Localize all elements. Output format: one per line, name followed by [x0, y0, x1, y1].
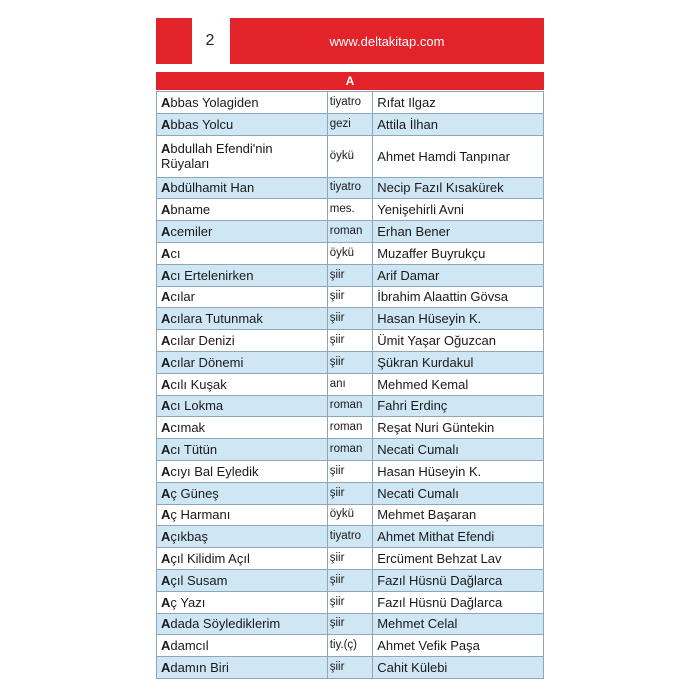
book-genre: öykü — [327, 242, 372, 264]
table-row — [157, 569, 544, 591]
title-initial: A — [161, 245, 171, 261]
title-rest: çıkbaş — [170, 529, 208, 545]
book-genre: mes. — [327, 199, 372, 221]
book-title — [157, 548, 328, 570]
title-rest: ç Yazı — [170, 594, 206, 610]
table-row — [157, 417, 544, 439]
title-initial: A — [161, 311, 171, 327]
table-row — [157, 591, 544, 613]
title-initial: A — [161, 398, 171, 414]
book-author: Hasan Hüseyin K. — [373, 308, 544, 330]
book-title — [157, 635, 328, 657]
book-title — [157, 135, 328, 177]
book-genre: tiyatro — [327, 526, 372, 548]
title-initial: A — [161, 594, 171, 610]
title-initial: A — [161, 485, 171, 501]
book-author: Fazıl Hüsnü Dağlarca — [373, 591, 544, 613]
title-rest: cı — [170, 245, 181, 261]
book-author: Ercüment Behzat Lav — [373, 548, 544, 570]
table-row — [157, 351, 544, 373]
book-author: Cahit Külebi — [373, 657, 544, 679]
book-title — [157, 242, 328, 264]
book-title — [157, 657, 328, 679]
book-title — [157, 177, 328, 199]
book-author: Fahri Erdinç — [373, 395, 544, 417]
title-initial: A — [161, 141, 171, 157]
table-row — [157, 264, 544, 286]
book-title — [157, 308, 328, 330]
book-title — [157, 92, 328, 114]
title-initial: A — [161, 616, 171, 632]
book-title — [157, 460, 328, 482]
title-initial: A — [161, 202, 171, 218]
book-author: Arif Damar — [373, 264, 544, 286]
book-title — [157, 569, 328, 591]
table-row — [157, 548, 544, 570]
book-author: Mehmet Başaran — [373, 504, 544, 526]
book-genre: şiir — [327, 657, 372, 679]
table-row — [157, 482, 544, 504]
title-rest: cıyı Bal Eyledik — [170, 463, 259, 479]
title-rest: cılar Dönemi — [170, 354, 244, 370]
book-table — [156, 91, 544, 679]
table-row — [157, 373, 544, 395]
section-letter: A — [156, 72, 544, 90]
table-row — [157, 135, 544, 177]
page-header — [156, 18, 544, 64]
book-author: Muzaffer Buyrukçu — [373, 242, 544, 264]
title-rest: dada Söylediklerim — [170, 616, 281, 632]
book-genre: roman — [327, 439, 372, 461]
title-initial: A — [161, 354, 171, 370]
title-rest: cılar — [170, 289, 195, 305]
book-genre: şiir — [327, 569, 372, 591]
table-row — [157, 286, 544, 308]
page-number: 2 — [192, 18, 228, 64]
title-rest: ç Harmanı — [170, 507, 231, 523]
book-title — [157, 373, 328, 395]
title-rest: cı Ertelenirken — [170, 267, 254, 283]
title-initial: A — [161, 116, 171, 132]
book-title — [157, 395, 328, 417]
title-initial: A — [161, 224, 171, 240]
book-title — [157, 439, 328, 461]
book-author: Attila İlhan — [373, 113, 544, 135]
table-row — [157, 395, 544, 417]
book-title — [157, 113, 328, 135]
title-rest: ç Güneş — [170, 485, 219, 501]
title-rest: cı Tütün — [170, 442, 218, 458]
book-author: Hasan Hüseyin K. — [373, 460, 544, 482]
book-title — [157, 199, 328, 221]
table-row — [157, 199, 544, 221]
title-initial: A — [161, 267, 171, 283]
book-author: Ahmet Mithat Efendi — [373, 526, 544, 548]
title-initial: A — [161, 420, 171, 436]
book-genre: roman — [327, 221, 372, 243]
table-row — [157, 242, 544, 264]
title-initial: A — [161, 94, 171, 110]
title-initial: A — [161, 333, 171, 349]
book-genre: tiyatro — [327, 92, 372, 114]
title-initial: A — [161, 442, 171, 458]
title-rest: çıl Susam — [170, 572, 228, 588]
title-rest: bbas Yolcu — [170, 116, 234, 132]
book-title — [157, 330, 328, 352]
book-author: Necip Fazıl Kısakürek — [373, 177, 544, 199]
book-author: Ahmet Hamdi Tanpınar — [373, 135, 544, 177]
book-genre: şiir — [327, 264, 372, 286]
title-initial: A — [161, 289, 171, 305]
table-row — [157, 177, 544, 199]
table-row — [157, 504, 544, 526]
book-genre: şiir — [327, 330, 372, 352]
book-author: Ahmet Vefik Paşa — [373, 635, 544, 657]
book-title — [157, 526, 328, 548]
book-author: Rıfat Ilgaz — [373, 92, 544, 114]
table-row — [157, 657, 544, 679]
book-title — [157, 264, 328, 286]
book-title — [157, 591, 328, 613]
book-author: İbrahim Alaattin Gövsa — [373, 286, 544, 308]
book-genre: roman — [327, 417, 372, 439]
website-banner: www.deltakitap.com — [230, 18, 544, 64]
table-row — [157, 526, 544, 548]
book-title — [157, 613, 328, 635]
title-initial: A — [161, 376, 171, 392]
title-rest: çıl Kilidim Açıl — [170, 551, 250, 567]
book-genre: roman — [327, 395, 372, 417]
table-row — [157, 613, 544, 635]
book-title — [157, 482, 328, 504]
book-author: Ümit Yaşar Oğuzcan — [373, 330, 544, 352]
book-title — [157, 504, 328, 526]
title-rest: bdülhamit Han — [170, 180, 255, 196]
table-row — [157, 92, 544, 114]
book-genre: şiir — [327, 351, 372, 373]
title-rest: bbas Yolagiden — [170, 94, 259, 110]
book-author: Erhan Bener — [373, 221, 544, 243]
table-row — [157, 635, 544, 657]
book-genre: öykü — [327, 504, 372, 526]
title-initial: A — [161, 660, 171, 676]
book-author: Şükran Kurdakul — [373, 351, 544, 373]
title-initial: A — [161, 463, 171, 479]
title-rest: cılara Tutunmak — [170, 311, 263, 327]
book-genre: şiir — [327, 548, 372, 570]
book-genre: şiir — [327, 613, 372, 635]
title-rest: cemiler — [170, 224, 213, 240]
book-genre: tiyatro — [327, 177, 372, 199]
book-genre: şiir — [327, 482, 372, 504]
table-row — [157, 221, 544, 243]
book-genre: şiir — [327, 286, 372, 308]
title-rest: damın Biri — [170, 660, 229, 676]
book-title — [157, 286, 328, 308]
table-row — [157, 308, 544, 330]
title-initial: A — [161, 551, 171, 567]
book-genre: şiir — [327, 591, 372, 613]
book-title — [157, 221, 328, 243]
book-genre: gezi — [327, 113, 372, 135]
title-initial: A — [161, 507, 171, 523]
title-initial: A — [161, 529, 171, 545]
book-author: Mehmet Celal — [373, 613, 544, 635]
book-title — [157, 351, 328, 373]
book-genre: şiir — [327, 308, 372, 330]
title-rest: cı Lokma — [170, 398, 224, 414]
table-row — [157, 113, 544, 135]
title-rest: bname — [170, 202, 211, 218]
title-rest: cılı Kuşak — [170, 376, 227, 392]
table-row — [157, 330, 544, 352]
title-initial: A — [161, 180, 171, 196]
book-genre: öykü — [327, 135, 372, 177]
title-rest: cımak — [170, 420, 206, 436]
book-author: Reşat Nuri Güntekin — [373, 417, 544, 439]
title-initial: A — [161, 572, 171, 588]
book-author: Fazıl Hüsnü Dağlarca — [373, 569, 544, 591]
book-title — [157, 417, 328, 439]
book-genre: tiy.(ç) — [327, 635, 372, 657]
title-initial: A — [161, 638, 171, 654]
title-rest: damcıl — [170, 638, 209, 654]
book-author: Mehmed Kemal — [373, 373, 544, 395]
book-genre: şiir — [327, 460, 372, 482]
title-rest: bdullah Efendi'nin Rüyaları — [161, 141, 273, 172]
book-author: Yenişehirli Avni — [373, 199, 544, 221]
title-rest: cılar Denizi — [170, 333, 235, 349]
book-author: Necati Cumalı — [373, 482, 544, 504]
book-author: Necati Cumalı — [373, 439, 544, 461]
table-row — [157, 460, 544, 482]
book-genre: anı — [327, 373, 372, 395]
header-red-block — [156, 18, 192, 64]
table-row — [157, 439, 544, 461]
